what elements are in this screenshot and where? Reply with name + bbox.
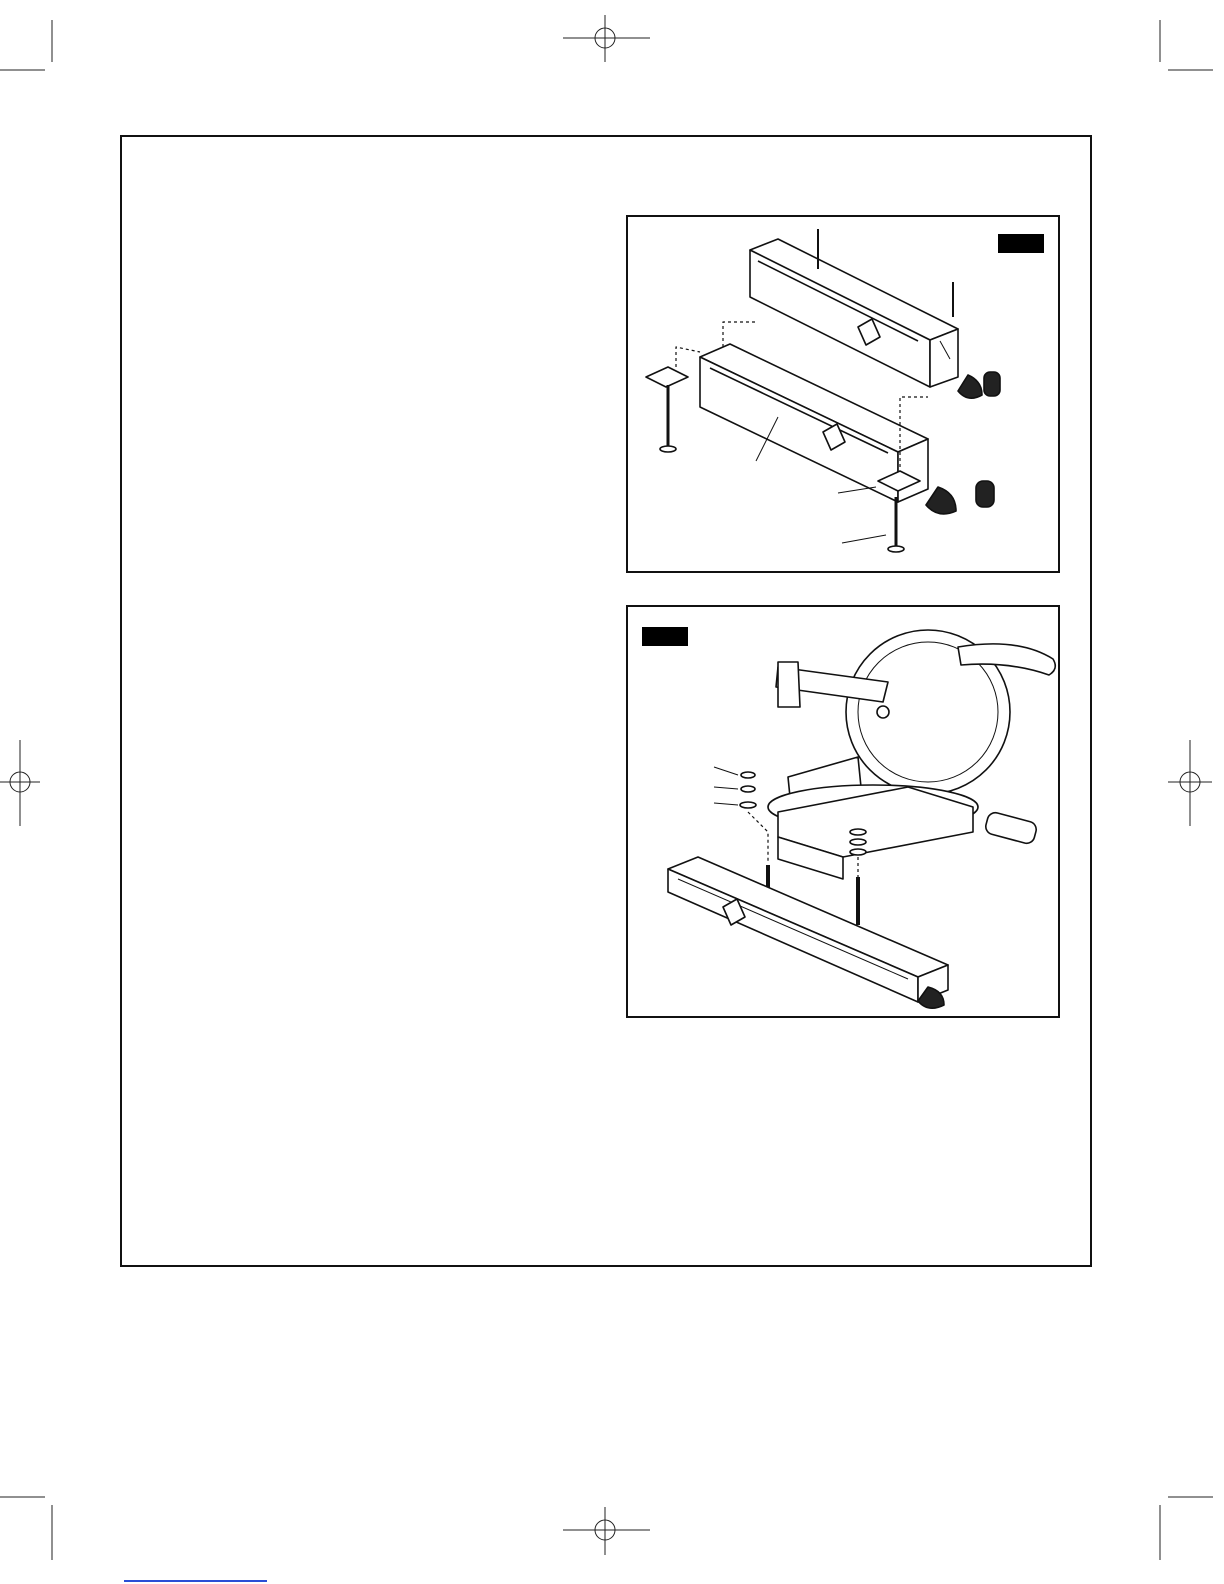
saw-mounting-illustration xyxy=(628,607,1062,1020)
hardware-stack-left xyxy=(714,767,756,808)
hardware-stack-right xyxy=(850,829,866,855)
bracket-right xyxy=(878,471,920,552)
figure-saw-mounting xyxy=(626,605,1060,1018)
registration-mark-left xyxy=(0,740,40,826)
registration-mark-right xyxy=(1168,740,1212,826)
registration-mark-bottom xyxy=(563,1507,650,1555)
link-underline xyxy=(124,1580,267,1582)
extension-rails-illustration xyxy=(628,217,1062,575)
registration-mark-top xyxy=(563,15,650,62)
figure-extension-rails xyxy=(626,215,1060,573)
bracket-left xyxy=(646,367,688,452)
